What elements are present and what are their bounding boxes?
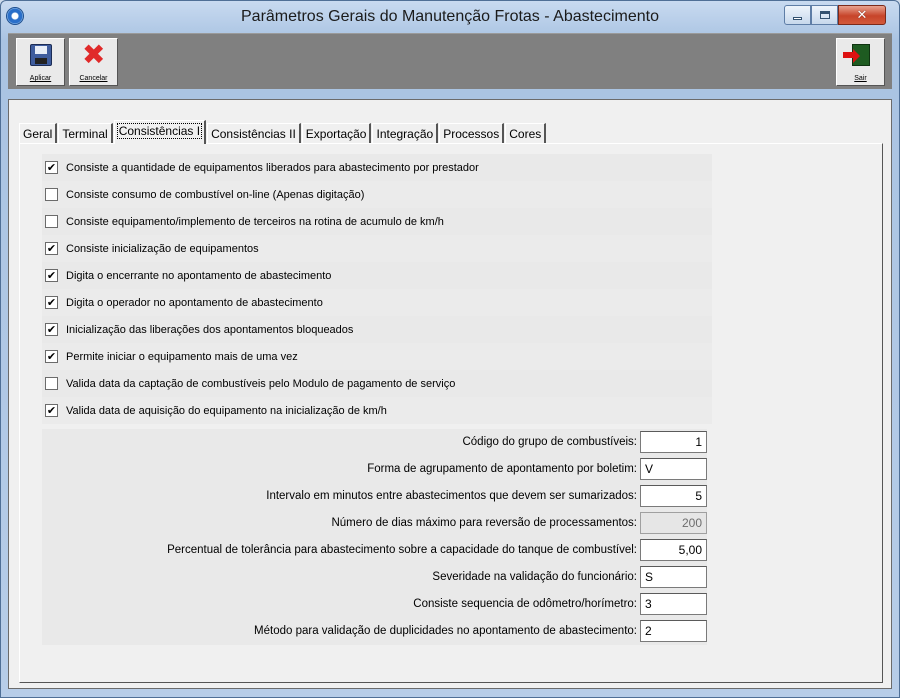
toolbar [8,33,892,89]
tab-label: Terminal [62,127,108,141]
tab-processos[interactable] [439,123,504,144]
minimize-icon [793,17,802,20]
option-checkbox[interactable] [45,377,58,390]
option-label[interactable]: Valida data da captação de combustíveis pelo Modulo de pagamento de serviço [66,377,456,390]
option-checkbox[interactable]: ✔ [46,161,57,174]
option-checkbox[interactable]: ✔ [46,350,57,363]
field-label: Severidade na validação do funcionário: [432,571,637,583]
tab-label: Exportação [305,127,367,141]
tab-label: Consistências I [118,124,201,138]
minimize-button[interactable] [784,5,811,25]
exit-button[interactable] [836,38,885,86]
field-label: Consiste sequencia de odômetro/horímetro: [413,598,637,610]
field-row [42,618,707,645]
option-label[interactable]: Consiste a quantidade de equipamentos liberados para abastecimento por prestador [66,161,479,174]
option-row [42,262,712,289]
option-row [42,316,712,343]
title-bar[interactable] [1,1,899,33]
field-label: Intervalo em minutos entre abastecimentos que devem ser sumarizados: [266,490,637,502]
field-row [42,456,707,483]
option-label[interactable]: Digita o encerrante no apontamento de abastecimento [66,269,332,282]
tab-cores[interactable] [505,123,546,144]
field-row [42,483,707,510]
cancel-x-icon: ✖ [82,38,106,71]
option-checkbox[interactable]: ✔ [46,296,57,309]
field-label: Percentual de tolerância para abastecimento sobre a capacidade do tanque de combustível: [167,544,637,556]
tab-integracao[interactable] [372,123,438,144]
option-label[interactable]: Consiste consumo de combustível on-line (Apenas digitação) [66,188,365,201]
parameter-fields [42,429,707,645]
option-label[interactable]: Consiste equipamento/implemento de terceiros na rotina de acumulo de km/h [66,215,444,228]
tab-label: Processos [443,127,500,141]
field-input[interactable] [640,620,707,642]
option-row [42,154,712,181]
option-row [42,181,712,208]
tab-geral[interactable] [19,123,57,144]
tab-exportacao[interactable] [302,123,372,144]
tab-terminal[interactable] [58,123,112,144]
exit-button-label: Sair [854,75,867,82]
option-checkbox[interactable] [45,215,58,228]
cancel-button-label: Cancelar [79,75,108,82]
tab-label: Consistências II [211,127,296,141]
field-input[interactable] [640,539,707,561]
option-checkbox[interactable]: ✔ [46,269,57,282]
option-checkbox[interactable]: ✔ [46,404,57,417]
tab-panel-consistencias-i [19,143,883,683]
field-row [42,537,707,564]
window-title: Parâmetros Gerais do Manutenção Frotas - Abastecimento [241,8,659,25]
options-list [42,154,712,424]
option-label[interactable]: Valida data de aquisição do equipamento na inicialização de km/h [66,404,387,417]
option-row [42,370,712,397]
apply-button[interactable] [16,38,65,86]
field-input[interactable] [640,566,707,588]
maximize-button[interactable] [811,5,838,25]
field-input[interactable] [640,485,707,507]
cancel-button[interactable] [69,38,118,86]
field-label: Forma de agrupamento de apontamento por boletim: [367,463,637,475]
field-label: Código do grupo de combustíveis: [462,436,637,448]
field-row [42,510,707,537]
option-label[interactable]: Permite iniciar o equipamento mais de uma vez [66,350,298,363]
option-row [42,397,712,424]
option-row [42,208,712,235]
tab-label: Geral [23,127,53,141]
option-checkbox[interactable]: ✔ [46,323,57,336]
option-label[interactable]: Inicialização das liberações dos apontamentos bloqueados [66,323,354,336]
option-label[interactable]: Digita o operador no apontamento de abastecimento [66,296,323,309]
field-input[interactable] [640,458,707,480]
client-area [8,99,892,689]
option-row [42,343,712,370]
field-label: Método para validação de duplicidades no apontamento de abastecimento: [254,625,637,637]
field-input[interactable] [640,431,707,453]
tab-consistencias-i[interactable] [114,120,206,144]
option-label[interactable]: Consiste inicialização de equipamentos [66,242,259,255]
tab-label: Integração [376,127,434,141]
option-row [42,235,712,262]
field-row [42,564,707,591]
tab-label: Cores [509,127,542,141]
field-row [42,591,707,618]
field-input[interactable] [640,593,707,615]
option-checkbox[interactable] [45,188,58,201]
close-button[interactable] [838,5,886,25]
exit-door-icon [852,44,870,66]
maximize-icon [820,11,830,19]
tab-consistencias-ii[interactable] [207,123,301,144]
field-label: Número de dias máximo para reversão de processamentos: [331,517,637,529]
tab-strip [19,120,547,144]
floppy-disk-icon [30,44,52,66]
field-input [640,512,707,534]
field-row [42,429,707,456]
option-checkbox[interactable]: ✔ [46,242,57,255]
option-row [42,289,712,316]
close-icon: ✕ [856,7,868,23]
apply-button-label: Aplicar [29,75,52,82]
